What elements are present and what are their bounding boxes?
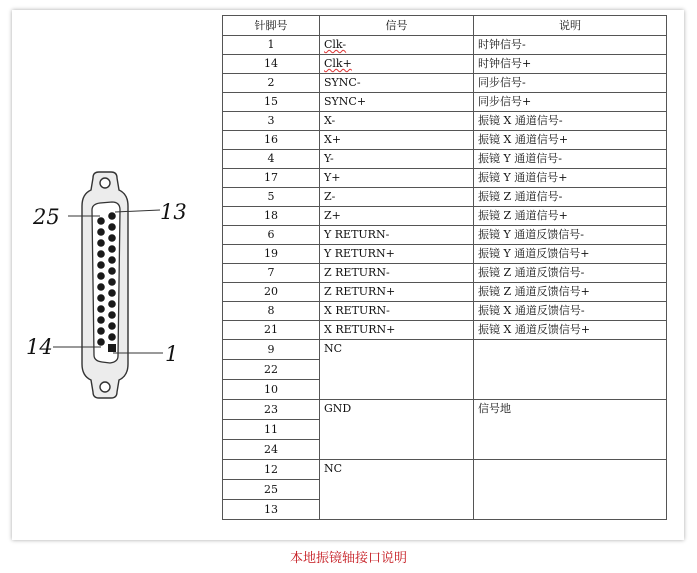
connector-pin [108, 278, 116, 286]
description-cell: 时钟信号- [474, 36, 667, 55]
signal-cell: X- [320, 112, 474, 131]
pin-number-cell: 9 [223, 340, 320, 360]
pin-number-cell: 1 [223, 36, 320, 55]
pin-number-cell: 10 [223, 380, 320, 400]
description-cell: 同步信号+ [474, 93, 667, 112]
table-row [223, 321, 667, 340]
pin-assignment-table [222, 15, 667, 520]
description-cell: 振镜 Y 通道反馈信号- [474, 226, 667, 245]
description-cell: 振镜 Z 通道反馈信号- [474, 264, 667, 283]
table-row [223, 36, 667, 55]
description-cell: 振镜 Z 通道反馈信号+ [474, 283, 667, 302]
db25-connector-diagram [8, 170, 218, 400]
pin-number-cell: 13 [223, 500, 320, 520]
table-row [223, 302, 667, 321]
connector-pin [108, 322, 116, 330]
signal-cell: SYNC- [320, 74, 474, 93]
header-description: 说明 [474, 16, 667, 36]
connector-pin [108, 223, 116, 231]
description-cell: 时钟信号+ [474, 55, 667, 74]
figure-caption: 本地振镜轴接口说明 [289, 551, 407, 566]
connector-pin [108, 333, 116, 341]
connector-pin [108, 344, 116, 352]
pin-number-cell: 14 [223, 55, 320, 74]
signal-cell: SYNC+ [320, 93, 474, 112]
signal-cell: NC [320, 340, 474, 400]
connector-shell [82, 172, 128, 398]
pin-number-cell: 24 [223, 440, 320, 460]
connector-pin [97, 272, 105, 280]
table-row [223, 283, 667, 302]
table-row [223, 226, 667, 245]
pin-number-cell: 16 [223, 131, 320, 150]
pin-number-cell: 5 [223, 188, 320, 207]
header-signal: 信号 [320, 16, 474, 36]
signal-cell: Y RETURN+ [320, 245, 474, 264]
table-body [223, 36, 667, 520]
description-cell: 同步信号- [474, 74, 667, 93]
pin-number-cell: 3 [223, 112, 320, 131]
description-cell [474, 340, 667, 400]
connector-pin [108, 245, 116, 253]
description-cell: 振镜 X 通道信号+ [474, 131, 667, 150]
table-row [223, 340, 667, 360]
header-pin: 针脚号 [223, 16, 320, 36]
connector-pin [97, 250, 105, 258]
pin-number-cell: 25 [223, 480, 320, 500]
description-cell: 振镜 Y 通道信号- [474, 150, 667, 169]
table-row [223, 188, 667, 207]
pin-number-cell: 12 [223, 460, 320, 480]
pin-number-cell: 6 [223, 226, 320, 245]
connector-pin [97, 261, 105, 269]
pin-number-cell: 21 [223, 321, 320, 340]
description-cell: 振镜 X 通道反馈信号+ [474, 321, 667, 340]
connector-pin [108, 256, 116, 264]
description-cell: 振镜 Y 通道反馈信号+ [474, 245, 667, 264]
signal-cell: Y- [320, 150, 474, 169]
signal-cell: GND [320, 400, 474, 460]
connector-pin [97, 327, 105, 335]
signal-cell: X+ [320, 131, 474, 150]
description-cell: 振镜 X 通道信号- [474, 112, 667, 131]
table-row [223, 400, 667, 420]
table-row [223, 93, 667, 112]
table-row [223, 245, 667, 264]
pin-number-cell: 17 [223, 169, 320, 188]
table-row [223, 74, 667, 93]
pin-label-25: 25 [33, 205, 60, 229]
connector-pin [108, 289, 116, 297]
connector-pin [97, 283, 105, 291]
description-cell [474, 460, 667, 520]
connector-pin [97, 239, 105, 247]
description-cell: 信号地 [474, 400, 667, 460]
pin-number-cell: 2 [223, 74, 320, 93]
pin-number-cell: 23 [223, 400, 320, 420]
pin-number-cell: 8 [223, 302, 320, 321]
connector-pin [97, 305, 105, 313]
description-cell: 振镜 Z 通道信号- [474, 188, 667, 207]
signal-cell: Z+ [320, 207, 474, 226]
connector-pin [97, 217, 105, 225]
signal-cell: Z- [320, 188, 474, 207]
connector-pin [97, 338, 105, 346]
connector-pin [108, 212, 116, 220]
pin-number-cell: 18 [223, 207, 320, 226]
table-row [223, 264, 667, 283]
signal-cell: NC [320, 460, 474, 520]
table-row [223, 169, 667, 188]
table-header-row [223, 16, 667, 36]
connector-pin [97, 316, 105, 324]
signal-cell: Clk- [320, 36, 474, 55]
pin-number-cell: 15 [223, 93, 320, 112]
pin-label-1: 1 [165, 342, 179, 366]
table-row [223, 150, 667, 169]
connector-pin [108, 267, 116, 275]
signal-cell: X RETURN+ [320, 321, 474, 340]
table-row [223, 460, 667, 480]
pin-number-cell: 22 [223, 360, 320, 380]
pin-label-13: 13 [160, 200, 187, 224]
connector-pin [97, 228, 105, 236]
table-row [223, 207, 667, 226]
description-cell: 振镜 Z 通道信号+ [474, 207, 667, 226]
signal-cell: Y RETURN- [320, 226, 474, 245]
signal-cell: X RETURN- [320, 302, 474, 321]
signal-cell: Z RETURN- [320, 264, 474, 283]
table-row [223, 55, 667, 74]
pin-number-cell: 20 [223, 283, 320, 302]
pin-number-cell: 11 [223, 420, 320, 440]
pin-number-cell: 4 [223, 150, 320, 169]
table-row [223, 112, 667, 131]
signal-cell: Z RETURN+ [320, 283, 474, 302]
description-cell: 振镜 X 通道反馈信号- [474, 302, 667, 321]
signal-cell: Clk+ [320, 55, 474, 74]
pin-number-cell: 7 [223, 264, 320, 283]
connector-pin [108, 234, 116, 242]
connector-pin [108, 311, 116, 319]
table-row [223, 131, 667, 150]
pin-label-14: 14 [26, 335, 53, 359]
connector-pin [97, 294, 105, 302]
description-cell: 振镜 Y 通道信号+ [474, 169, 667, 188]
signal-cell: Y+ [320, 169, 474, 188]
connector-pin [108, 300, 116, 308]
pin-number-cell: 19 [223, 245, 320, 264]
